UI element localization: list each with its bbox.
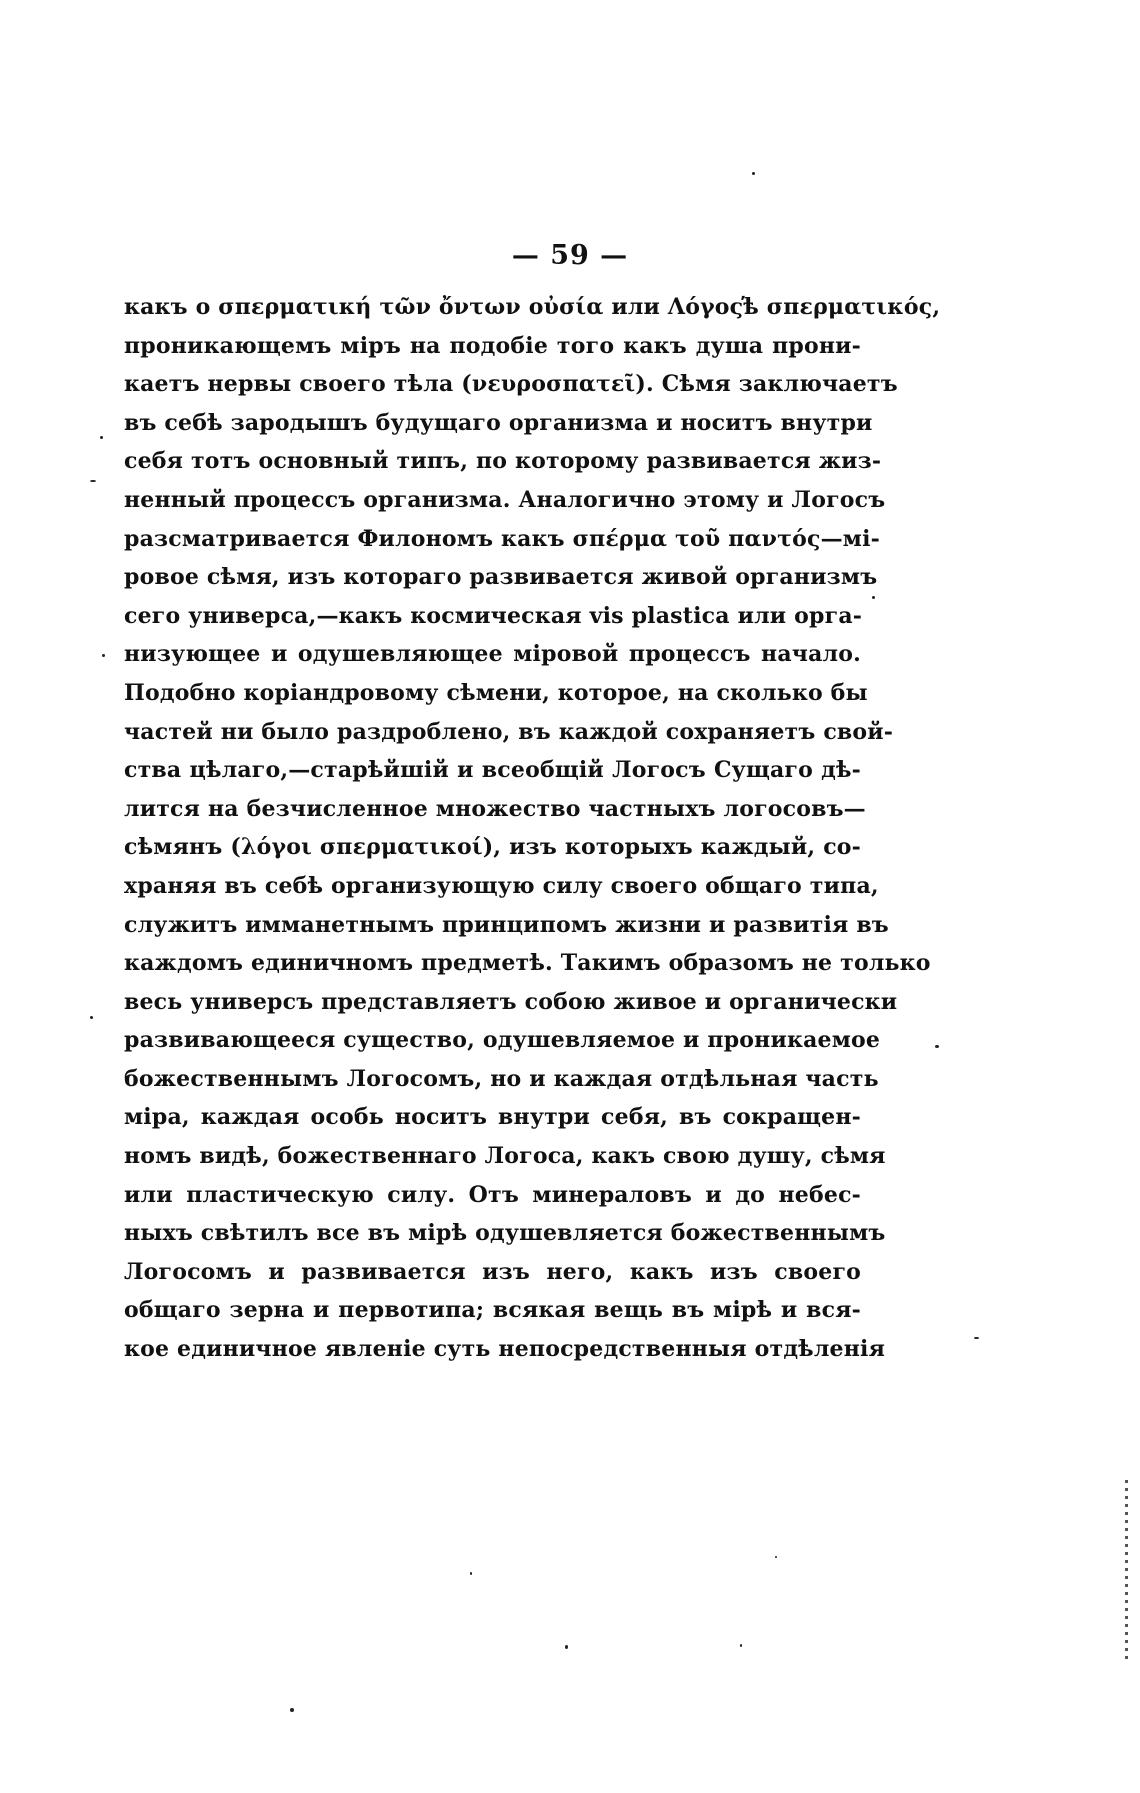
text-line: или пластическую силу. Отъ минераловъ и до небес- xyxy=(124,1181,861,1208)
text-line: себя тотъ основный типъ, по которому развивается жиз- xyxy=(124,448,882,475)
text-line: храняя въ себѣ организующую силу своего общаго типа, xyxy=(124,872,879,899)
scan-speck xyxy=(565,1645,568,1649)
text-line: низующее и одушевляющее міровой процессъ начало. xyxy=(124,641,861,668)
text-line: ровое сѣмя, изъ котораго развивается живой организмъ xyxy=(124,564,878,591)
text-line: въ себѣ зародышъ будущаго организма и носитъ внутри xyxy=(124,409,873,436)
text-line: разсматривается Филономъ какъ σπέρμα τοῦ παντός—мі- xyxy=(124,525,880,552)
scan-speck xyxy=(102,654,105,657)
text-line: кое единичное явленіе суть непосредственныя отдѣленія xyxy=(124,1336,886,1363)
scan-speck xyxy=(935,1045,939,1048)
scan-speck xyxy=(470,1572,472,1575)
page-number: — 59 — xyxy=(511,240,629,271)
scan-speck xyxy=(775,1556,777,1558)
scan-speck xyxy=(974,1337,979,1339)
text-line: міра, каждая особь носитъ внутри себя, въ сокращен- xyxy=(124,1104,861,1131)
text-line: Подобно коріандровому сѣмени, которое, на сколько бы xyxy=(124,679,868,706)
text-line: номъ видѣ, божественнаго Логоса, какъ свою душу, сѣмя xyxy=(124,1143,886,1170)
scan-speck xyxy=(752,172,755,175)
text-line: лится на безчисленное множество частныхъ логосовъ— xyxy=(124,795,866,822)
text-line: служитъ имманетнымъ принципомъ жизни и развитія въ xyxy=(124,911,889,938)
scan-speck xyxy=(90,480,96,482)
text-line: ства цѣлаго,—старѣйшій и всеобщій Логосъ Сущаго дѣ- xyxy=(124,757,861,784)
text-line: сего универса,—какъ космическая vis plastica или орга- xyxy=(124,602,863,629)
scan-speck xyxy=(740,1644,742,1647)
text-line: развивающееся существо, одушевляемое и проникаемое xyxy=(124,1027,881,1054)
scan-speck xyxy=(90,1016,93,1019)
text-line: проникающемъ міръ на подобіе того какъ душа прони- xyxy=(124,332,861,359)
scan-speck xyxy=(872,596,875,599)
text-line: каждомъ единичномъ предметѣ. Такимъ образомъ не только xyxy=(124,950,931,977)
text-line: частей ни было раздроблено, въ каждой сохраняетъ свой- xyxy=(124,718,894,745)
scan-edge-mark xyxy=(1125,1480,1128,1660)
text-line: Логосомъ и развивается изъ него, какъ изъ своего xyxy=(124,1258,861,1285)
scan-speck xyxy=(100,436,103,439)
text-line: общаго зерна и первотипа; всякая вещь въ мірѣ и вся- xyxy=(124,1297,861,1324)
text-line: сѣмянъ (λόγοι σπερματικοί), изъ которыхъ каждый, со- xyxy=(124,834,861,861)
text-line: весь универсъ представляетъ собою живое и органически xyxy=(124,988,898,1015)
text-line: какъ ο σπερματική τῶν ὄντων οὐσία или Λόγος̕ѣ σπερματικός, xyxy=(124,294,941,320)
text-line: божественнымъ Логосомъ, но и каждая отдѣльная часть xyxy=(124,1065,879,1092)
text-line: ныхъ свѣтилъ все въ мірѣ одушевляется божественнымъ xyxy=(124,1220,886,1247)
text-line: ненный процессъ организма. Аналогично этому и Логосъ xyxy=(124,486,886,513)
body-text xyxy=(124,288,941,1369)
text-line: каетъ нервы своего тѣла (νευροσπατεῖ). Сѣмя заключаетъ xyxy=(124,371,898,398)
scan-speck xyxy=(290,1708,294,1712)
